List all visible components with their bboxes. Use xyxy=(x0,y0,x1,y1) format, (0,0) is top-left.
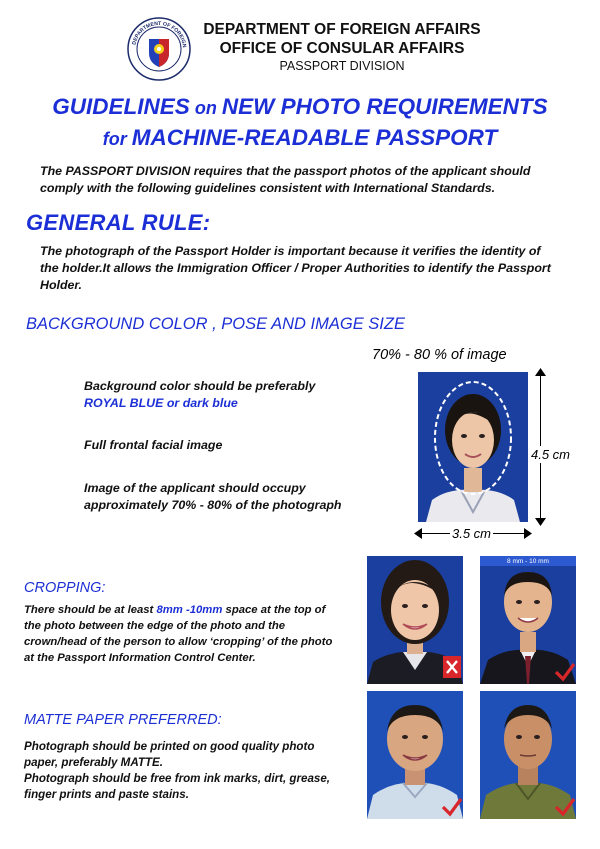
arrow-right-icon xyxy=(524,528,532,539)
dfa-seal-icon xyxy=(127,17,191,81)
header-department: DEPARTMENT OF FOREIGN AFFAIRS xyxy=(203,21,481,38)
title-new-photo: NEW PHOTO REQUIREMENTS xyxy=(221,94,548,119)
header xyxy=(192,20,492,75)
cropping-text-a: There should be at least xyxy=(24,604,157,616)
seal-text: DEPARTMENT OF FOREIGN xyxy=(131,20,188,48)
mm-guide-label: 8 mm - 10 mm xyxy=(507,558,549,565)
background-color-line: Background color should be preferably xyxy=(84,379,316,393)
cropping-example-approved xyxy=(480,556,576,684)
title-on: on xyxy=(189,98,222,118)
matte-heading: MATTE PAPER PREFERRED: xyxy=(24,712,222,728)
approve-check-icon xyxy=(441,797,463,817)
reject-x-icon xyxy=(443,656,461,678)
background-heading: BACKGROUND COLOR , POSE AND IMAGE SIZE xyxy=(26,315,405,333)
intro-paragraph: The PASSPORT DIVISION requires that the passport photos of the applicant should comply with the following guidelines consistent with International Standards. xyxy=(40,164,531,195)
page-title xyxy=(0,92,600,154)
arrow-left-icon xyxy=(414,528,422,539)
frontal-image-text: Full frontal facial image xyxy=(84,438,223,452)
approve-check-icon xyxy=(554,797,576,817)
matte-example-2 xyxy=(480,691,576,819)
occupy-text: Image of the applicant should occupy approximately 70% - 80% of the photograph xyxy=(84,481,342,512)
height-label: 4.5 cm xyxy=(531,447,571,462)
cropping-text-b: space at the top of the photo between the edge of the photo and the crown/head of the person to allow ‘cropping’ of the photo at the Passport Information Control Center. xyxy=(24,604,333,664)
matte-example-1 xyxy=(367,691,463,819)
approve-check-icon xyxy=(554,662,576,682)
header-division: PASSPORT DIVISION xyxy=(279,59,405,73)
sample-photo xyxy=(418,372,528,522)
header-office: OFFICE OF CONSULAR AFFAIRS xyxy=(219,40,465,57)
matte-line-2: Photograph should be free from ink marks, dirt, grease, finger prints and paste stains. xyxy=(24,772,331,801)
cropping-text xyxy=(24,602,344,666)
royal-blue-label: ROYAL BLUE xyxy=(84,396,164,410)
general-rule-heading: GENERAL RULE: xyxy=(26,210,211,235)
or-label: or xyxy=(163,396,183,410)
title-guidelines: GUIDELINES xyxy=(52,94,190,119)
arrow-up-icon xyxy=(535,368,546,376)
matte-text xyxy=(24,739,344,803)
image-percentage-label: 70% - 80 % of image xyxy=(372,347,507,363)
cropping-example-rejected xyxy=(367,556,463,684)
cropping-heading: CROPPING: xyxy=(24,580,106,596)
arrow-down-icon xyxy=(535,518,546,526)
dark-blue-label: dark blue xyxy=(182,396,238,410)
general-rule-text: The photograph of the Passport Holder is important because it verifies the identity of the holder.It allows the Immigration Officer / Proper Authorities to identify the Passport Holder. xyxy=(40,244,551,292)
width-label: 3.5 cm xyxy=(452,526,492,541)
cropping-mm-highlight: 8mm -10mm xyxy=(156,604,223,616)
title-for: for xyxy=(102,129,132,149)
background-color-text xyxy=(84,378,384,412)
matte-line-1: Photograph should be printed on good quality photo paper, preferably MATTE. xyxy=(24,740,315,769)
title-mrp: MACHINE-READABLE PASSPORT xyxy=(131,125,498,150)
